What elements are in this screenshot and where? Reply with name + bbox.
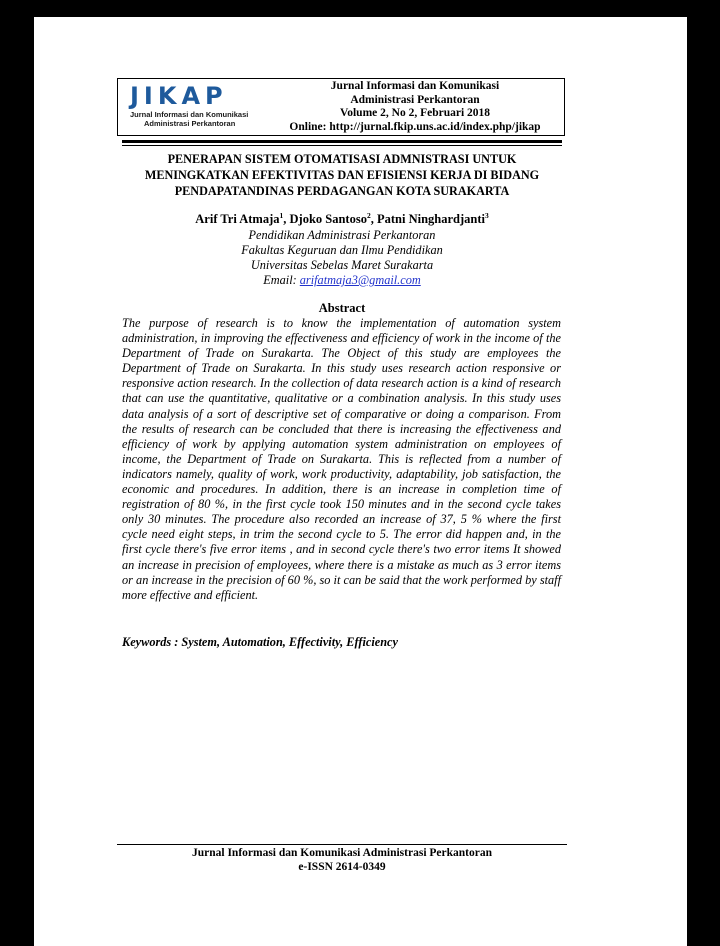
- author-separator: ,: [370, 212, 377, 227]
- affiliation-faculty: Fakultas Keguruan dan Ilmu Pendidikan: [241, 243, 443, 257]
- footer-journal-name: Jurnal Informasi dan Komunikasi Administrasi Perkantoran: [191, 847, 492, 859]
- email-link[interactable]: arifatmaja3@gmail.com: [299, 273, 421, 287]
- email-label: Email:: [263, 273, 300, 287]
- affiliation-university: Universitas Sebelas Maret Surakarta: [250, 258, 434, 272]
- title-line: PENDAPATANDINAS PERDAGANGAN KOTA SURAKARTA: [174, 184, 510, 198]
- journal-logo: [130, 83, 250, 128]
- journal-volume: Volume 2, No 2, Februari 2018: [339, 107, 491, 119]
- abstract-heading: Abstract: [318, 301, 366, 315]
- affiliation-block: [117, 228, 567, 288]
- journal-header: [117, 78, 565, 136]
- logo-title: JIKAP: [130, 82, 228, 110]
- abstract-text: The purpose of research is to know the implementation of automation system administration, in improving the effectiveness and efficiency of work in the income of the Department of Trade on Surakarta. The Object of this study are employees the Department of Trade on Surakarta. In this study uses research action responsive or responsive action research. In the collection of data research action is a kind of research that can use the quantitative, qualitative or a combination analysis. In this study uses data analysis of a sort of descriptive set of comparative or doing a comparison. From the results of research can be concluded that there is increasing the effectiveness and efficiency of work by applying automation system administration on employees of income, the Department of Trade on Surakarta. This is reflected from a number of indicators namely, quality of work, work productivity, adaptability, job satisfaction, the economic and procedures. In addition, there is an increase in completion time of registration of 80 %, in the first cycle took 150 minutes and in the second cycle takes only 30 minutes. The procedure also recorded an increase of 37, 5 % where the first cycle need eight steps, in trim the second cycle to 5. The error did happen and, in the first cycle there's five error items , and in second cycle there's two error items It showed an increase in precision of employees, where there is a mistake as much as 3 error items or an increase in the precision of 60 %, so it can be said that the work performed by staff more effective and efficient.: [122, 316, 561, 602]
- paper-title: [117, 151, 567, 199]
- author-separator: ,: [283, 212, 290, 227]
- journal-name-line2: Administrasi Perkantoran: [350, 93, 480, 106]
- journal-online-url: Online: http://jurnal.fkip.uns.ac.id/index.php/jikap: [289, 120, 541, 133]
- email-line: [117, 273, 567, 288]
- author-list: [117, 211, 567, 227]
- page-footer: [117, 846, 567, 874]
- logo-subtitle: [130, 110, 250, 128]
- author-name: Djoko Santoso: [289, 212, 367, 227]
- journal-info: [270, 80, 560, 134]
- footer-rule: [117, 844, 567, 845]
- journal-name-line1: Jurnal Informasi dan Komunikasi: [330, 80, 500, 92]
- author-affiliation-mark: 1: [279, 211, 284, 220]
- author-name: Arif Tri Atmaja: [195, 212, 280, 227]
- author-affiliation-mark: 3: [484, 211, 489, 220]
- author-name: Patni Ninghardjanti: [376, 212, 485, 227]
- author-affiliation-mark: 2: [366, 211, 371, 220]
- keywords: Keywords : System, Automation, Effectivity, Efficiency: [122, 635, 398, 649]
- footer-issn: e-ISSN 2614-0349: [298, 861, 386, 873]
- affiliation-department: Pendidikan Administrasi Perkantoran: [248, 228, 436, 242]
- header-rule-thin: [122, 145, 562, 146]
- logo-subtitle-line1: Jurnal Informasi dan Komunikasi: [130, 110, 249, 119]
- header-rule-thick: [122, 140, 562, 143]
- title-line: MENINGKATKAN EFEKTIVITAS DAN EFISIENSI KERJA DI BIDANG: [144, 168, 540, 182]
- logo-subtitle-line2: Administrasi Perkantoran: [144, 119, 236, 128]
- title-line: PENERAPAN SISTEM OTOMATISASI ADMNISTRASI UNTUK: [167, 152, 517, 166]
